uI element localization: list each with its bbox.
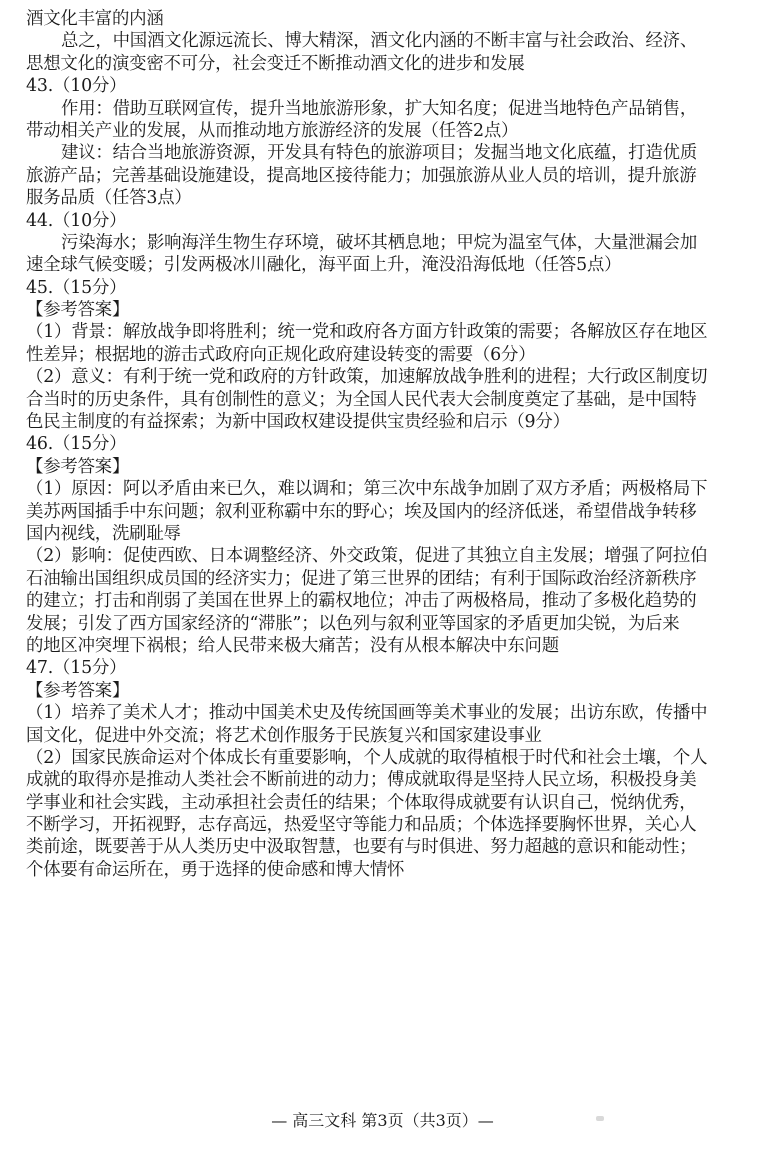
text-line: 的地区冲突埋下祸根；给人民带来极大痛苦；没有从根本解决中东问题 bbox=[26, 635, 559, 656]
text-line: 46.（15分） bbox=[26, 434, 127, 455]
text-line: 服务品质（任答3点） bbox=[26, 188, 192, 209]
page-footer: — 高三文科 第3页（共3页）— bbox=[271, 1111, 494, 1130]
text-line: 个体要有命运所在，勇于选择的使命感和博大情怀 bbox=[26, 859, 405, 880]
text-line: 45.（15分） bbox=[26, 277, 127, 298]
text-line: 色民主制度的有益探索；为新中国政权建设提供宝贵经验和启示（9分） bbox=[26, 412, 570, 433]
text-line: 【参考答案】 bbox=[26, 300, 130, 321]
text-line: 44.（10分） bbox=[26, 210, 127, 231]
text-line: 速全球气候变暖；引发两极冰川融化，海平面上升，淹没沿海低地（任答5点） bbox=[26, 255, 622, 276]
text-line: 带动相关产业的发展，从而推动地方旅游经济的发展（任答2点） bbox=[26, 120, 519, 141]
text-line: （2）意义：有利于统一党和政府的方针政策，加速解放战争胜利的进程；大行政区制度切 bbox=[26, 367, 708, 388]
text-line: 发展；引发了西方国家经济的“滞胀”；以色列与叙利亚等国家的矛盾更加尖锐，为后来 bbox=[26, 613, 680, 634]
text-line: （1）培养了美术人才；推动中国美术史及传统国画等美术事业的发展；出访东欧，传播中 bbox=[26, 703, 708, 724]
text-line: 石油输出国组织成员国的经济实力；促进了第三世界的团结；有利于国际政治经济新秩序 bbox=[26, 568, 697, 589]
text-line: 美苏两国插手中东问题；叙利亚称霸中东的野心；埃及国内的经济低迷，希望借战争转移 bbox=[26, 501, 697, 522]
text-line: 国文化，促进中外交流；将艺术创作服务于民族复兴和国家建设事业 bbox=[26, 725, 542, 746]
text-line: 学事业和社会实践，主动承担社会责任的结果；个体取得成就要有认识自己，悦纳优秀， bbox=[26, 792, 697, 813]
text-line: （2）影响：促使西欧、日本调整经济、外交政策，促进了其独立自主发展；增强了阿拉伯 bbox=[26, 546, 708, 567]
text-line: 【参考答案】 bbox=[26, 680, 130, 701]
text-line: （1）背景：解放战争即将胜利；统一党和政府各方面方针政策的需要；各解放区存在地区 bbox=[26, 322, 708, 343]
text-line: 作用：借助互联网宣传，提升当地旅游形象，扩大知名度；促进当地特色产品销售， bbox=[61, 98, 698, 119]
text-line: 酒文化丰富的内涵 bbox=[26, 9, 164, 29]
text-line: 思想文化的演变密不可分，社会变迁不断推动酒文化的进步和发展 bbox=[26, 53, 525, 74]
text-line: 43.（10分） bbox=[26, 76, 127, 97]
answer-text-body bbox=[26, 8, 745, 881]
text-line: （1）原因：阿以矛盾由来已久，难以调和；第三次中东战争加剧了双方矛盾；两极格局下 bbox=[26, 479, 708, 500]
text-line: 【参考答案】 bbox=[26, 456, 130, 477]
text-line: 总之，中国酒文化源远流长、博大精深，酒文化内涵的不断丰富与社会政治、经济、 bbox=[61, 31, 698, 52]
text-line: 性差异；根据地的游击式政府向正规化政府建设转变的需要（6分） bbox=[26, 344, 536, 365]
text-line: 污染海水；影响海洋生物生存环境，破坏其栖息地；甲烷为温室气体，大量泄漏会加 bbox=[61, 232, 698, 253]
text-line: （2）国家民族命运对个体成长有重要影响，个人成就的取得植根于时代和社会土壤，个人 bbox=[26, 747, 708, 768]
text-line: 成就的取得亦是推动人类社会不断前进的动力；傅成就取得是坚持人民立场，积极投身美 bbox=[26, 770, 697, 791]
text-line: 不断学习，开拓视野，志存高远，热爱坚守等能力和品质；个体选择要胸怀世界，关心人 bbox=[26, 815, 697, 836]
text-line: 建议：结合当地旅游资源，开发具有特色的旅游项目；发掘当地文化底蕴，打造优质 bbox=[61, 143, 698, 164]
text-line: 国内视线，洗刷耻辱 bbox=[26, 523, 181, 544]
text-line: 47.（15分） bbox=[26, 658, 127, 679]
text-line: 合当时的历史条件，具有创制性的意义；为全国人民代表大会制度奠定了基础，是中国特 bbox=[26, 389, 697, 410]
text-line: 旅游产品；完善基础设施建设，提高地区接待能力；加强旅游从业人员的培训，提升旅游 bbox=[26, 165, 697, 186]
text-line: 类前途，既要善于从人类历史中汲取智慧，也要有与时俱进、努力超越的意识和能动性； bbox=[26, 837, 697, 858]
scan-mark bbox=[596, 1116, 604, 1121]
text-line: 的建立；打击和削弱了美国在世界上的霸权地位；冲击了两极格局，推动了多极化趋势的 bbox=[26, 591, 697, 612]
